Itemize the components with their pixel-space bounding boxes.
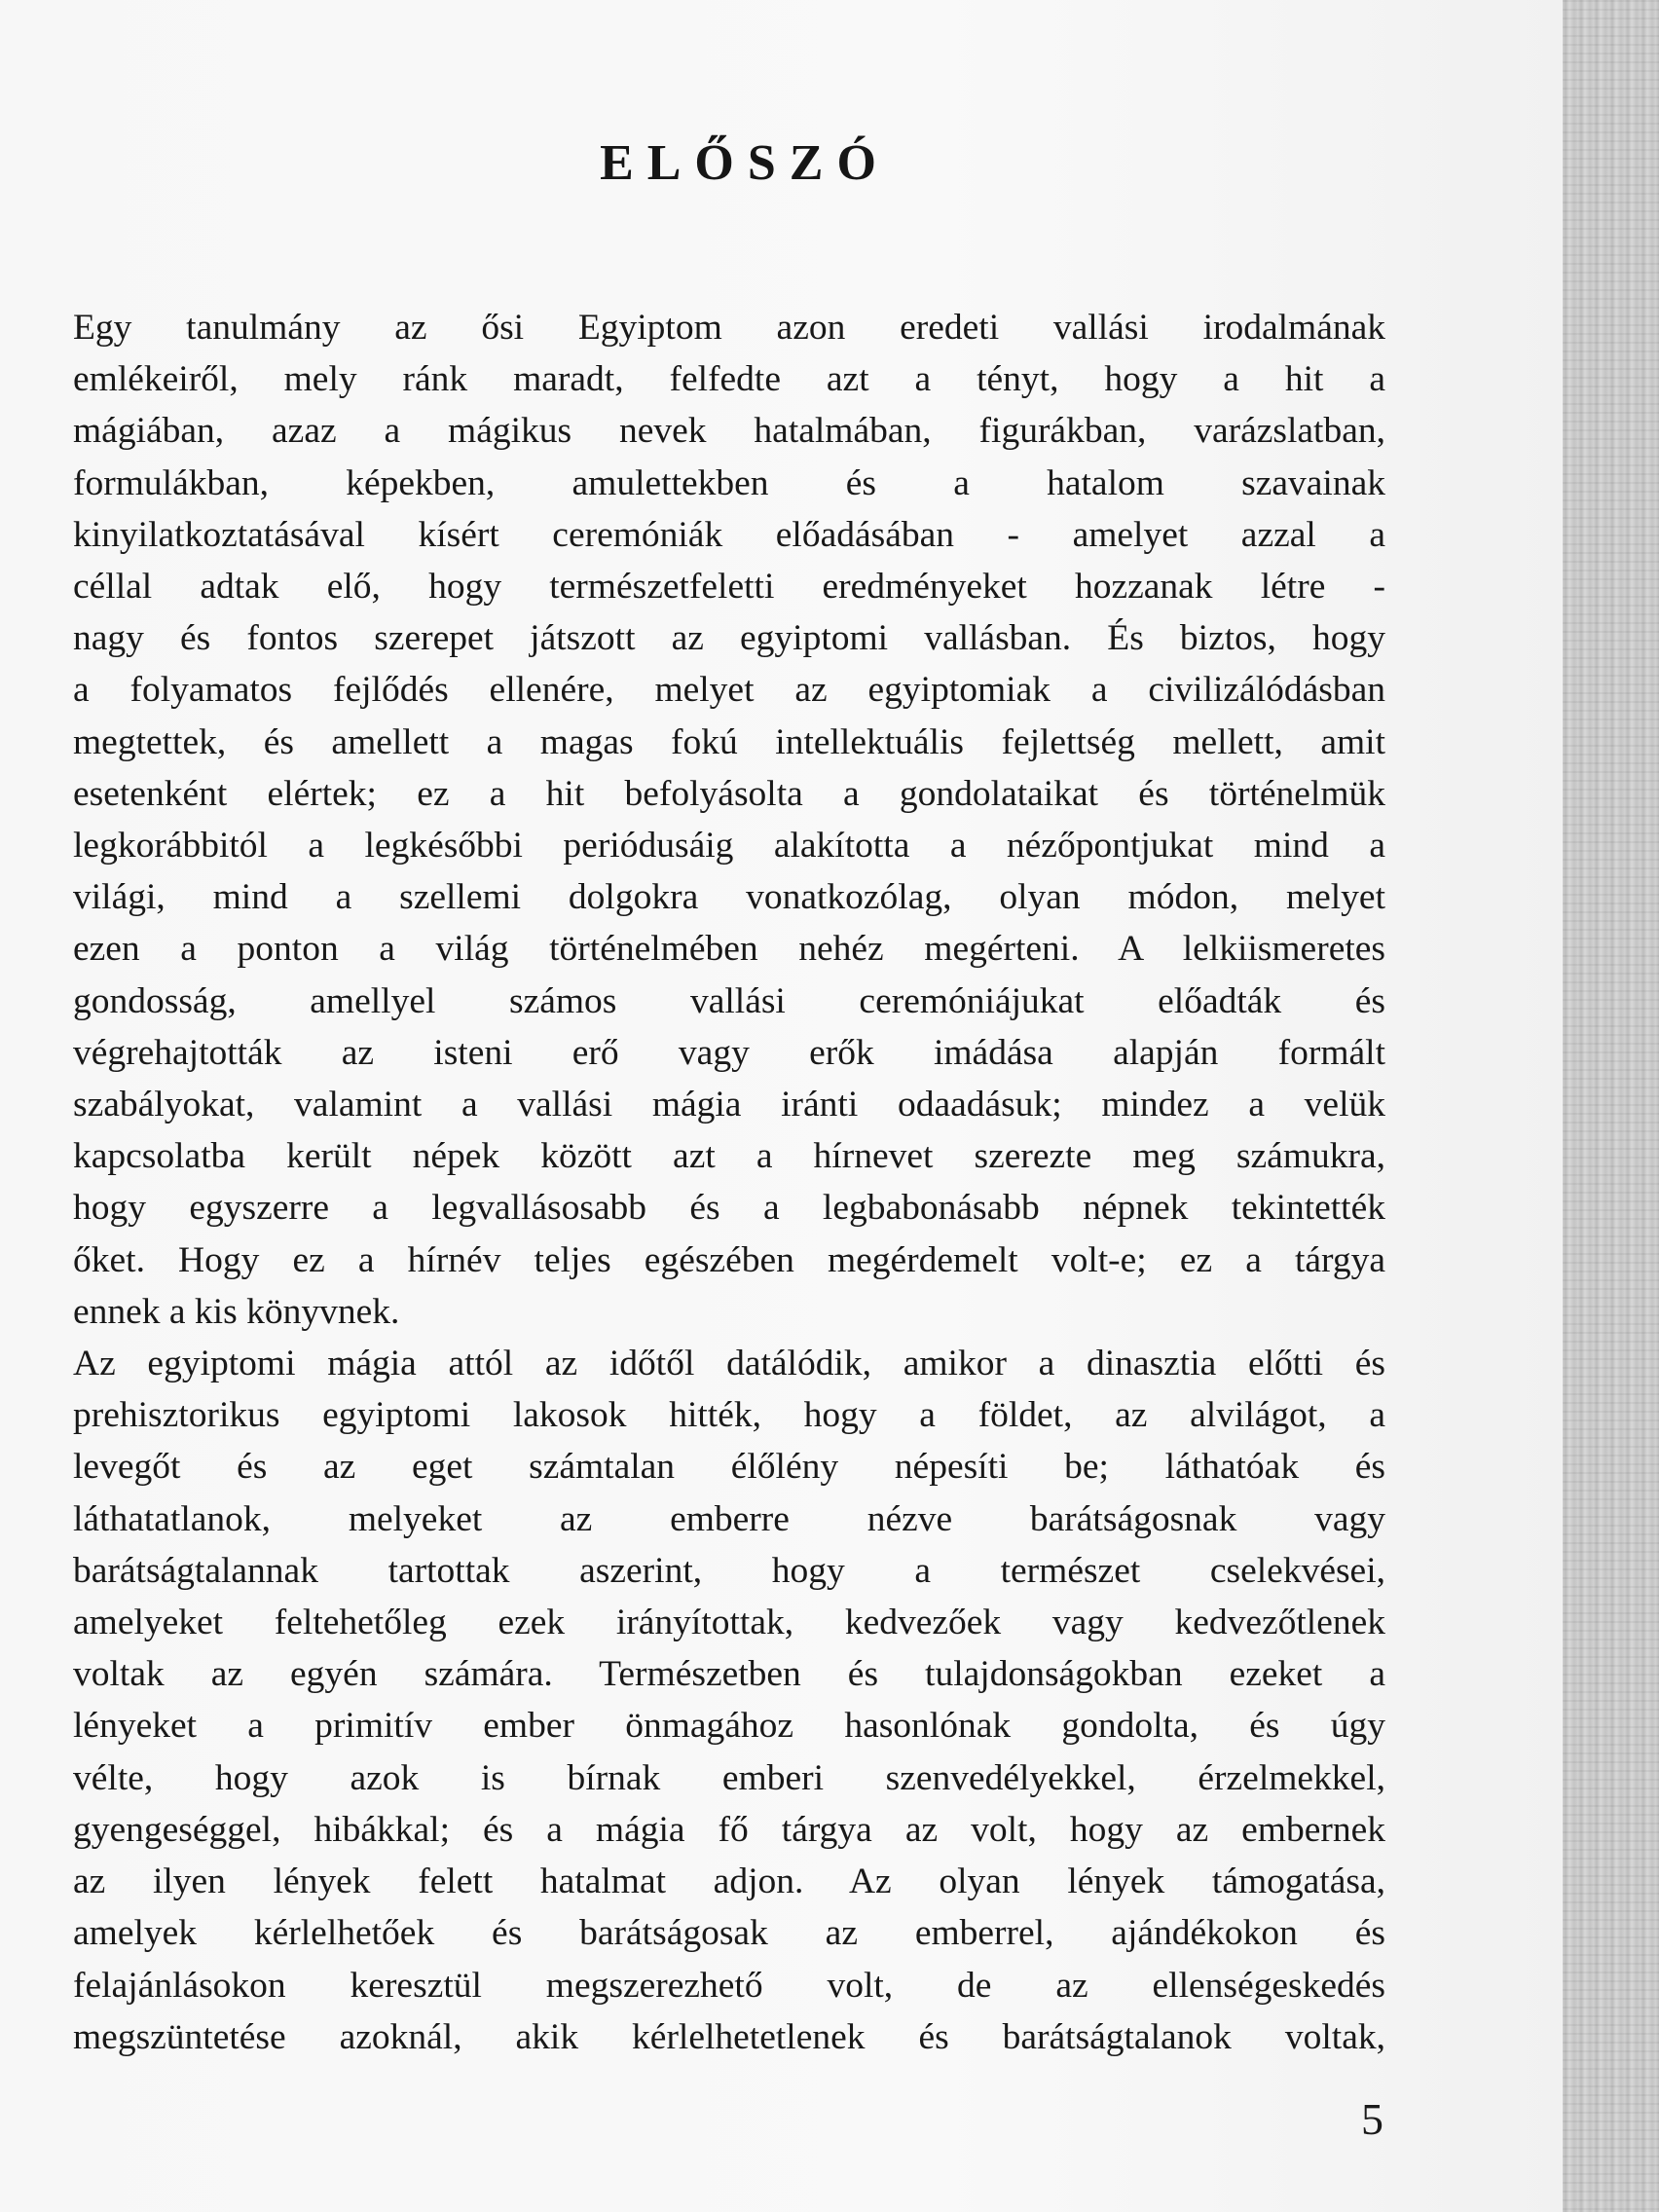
text-line: levegőt és az eget számtalan élőlény népesíti be; láthatóak és (73, 1447, 1385, 1488)
text-line: voltak az egyén számára. Természetben és tulajdonságokban ezeket a (73, 1654, 1385, 1695)
book-spine-edge (1563, 0, 1659, 2212)
text-line: a folyamatos fejlődés ellenére, melyet az egyiptomiak a civilizálódásban (73, 670, 1385, 711)
text-line: gondosság, amellyel számos vallási ceremóniájukat előadták és (73, 980, 1385, 1021)
text-line: prehisztorikus egyiptomi lakosok hitték, hogy a földet, az alvilágot, a (73, 1395, 1385, 1436)
text-line: gyengeséggel, hibákkal; és a mágia fő tárgya az volt, hogy az embernek (73, 1809, 1385, 1850)
text-line: nagy és fontos szerepet játszott az egyiptomi vallásban. És biztos, hogy (73, 618, 1385, 659)
page-title: ELŐSZÓ (600, 135, 890, 191)
text-line: hogy egyszerre a legvallásosabb és a legbabonásabb népnek tekintették (73, 1188, 1385, 1229)
text-line: Egy tanulmány az ősi Egyiptom azon eredeti vallási irodalmának (73, 308, 1385, 348)
text-line: őket. Hogy ez a hírnév teljes egészében megérdemelt volt-e; ez a tárgya (73, 1239, 1385, 1280)
text-line: felajánlásokon keresztül megszerezhető volt, de az ellenségeskedés (73, 1965, 1385, 2006)
text-line: Az egyiptomi mágia attól az időtől datálódik, amikor a dinasztia előtti és (73, 1344, 1385, 1384)
text-line: az ilyen lények felett hatalmat adjon. Az olyan lények támogatása, (73, 1862, 1385, 1902)
text-line: vélte, hogy azok is bírnak emberi szenvedélyekkel, érzelmekkel, (73, 1757, 1385, 1798)
text-line: kapcsolatba került népek között azt a hírnevet szerezte meg számukra, (73, 1136, 1385, 1177)
paragraph-1 (73, 302, 1385, 1338)
text-line: láthatatlanok, melyeket az emberre nézve barátságosnak vagy (73, 1498, 1385, 1539)
text-line: barátságtalannak tartottak aszerint, hogy a természet cselekvései, (73, 1550, 1385, 1591)
text-line: mágiában, azaz a mágikus nevek hatalmában, figurákban, varázslatban, (73, 411, 1385, 452)
text-line: ezen a ponton a világ történelmében nehéz megérteni. A lelkiismeretes (73, 929, 1385, 970)
paragraph-2 (73, 1338, 1385, 2063)
text-line: legkorábbitól a legkésőbbi periódusáig alakította a nézőpontjukat mind a (73, 826, 1385, 866)
text-line: formulákban, képekben, amulettekben és a hatalom szavainak (73, 462, 1385, 503)
text-line: megtettek, és amellett a magas fokú intellektuális fejlettség mellett, amit (73, 721, 1385, 762)
text-line: szabályokat, valamint a vallási mágia iránti odaadásuk; mindez a velük (73, 1085, 1385, 1125)
text-line: amelyeket feltehetőleg ezek irányítottak, kedvezőek vagy kedvezőtlenek (73, 1603, 1385, 1643)
body-text (73, 302, 1385, 2063)
text-line: világi, mind a szellemi dolgokra vonatkozólag, olyan módon, melyet (73, 877, 1385, 918)
page-number: 5 (1361, 2094, 1383, 2144)
text-line: kinyilatkoztatásával kísért ceremóniák előadásában - amelyet azzal a (73, 514, 1385, 555)
text-line: ennek a kis könyvnek. (73, 1291, 400, 1332)
text-line: emlékeiről, mely ránk maradt, felfedte azt a tényt, hogy a hit a (73, 359, 1385, 400)
text-line: céllal adtak elő, hogy természetfeletti eredményeket hozzanak létre - (73, 567, 1385, 608)
text-line: végrehajtották az isteni erő vagy erők imádása alapján formált (73, 1032, 1385, 1073)
text-line: megszüntetése azoknál, akik kérlelhetetlenek és barátságtalanok voltak, (73, 2016, 1385, 2057)
text-line: esetenként elértek; ez a hit befolyásolta a gondolataikat és történelmük (73, 773, 1385, 814)
text-line: amelyek kérlelhetőek és barátságosak az emberrel, ajándékokon és (73, 1913, 1385, 1954)
text-line: lényeket a primitív ember önmagához hasonlónak gondolta, és úgy (73, 1706, 1385, 1747)
